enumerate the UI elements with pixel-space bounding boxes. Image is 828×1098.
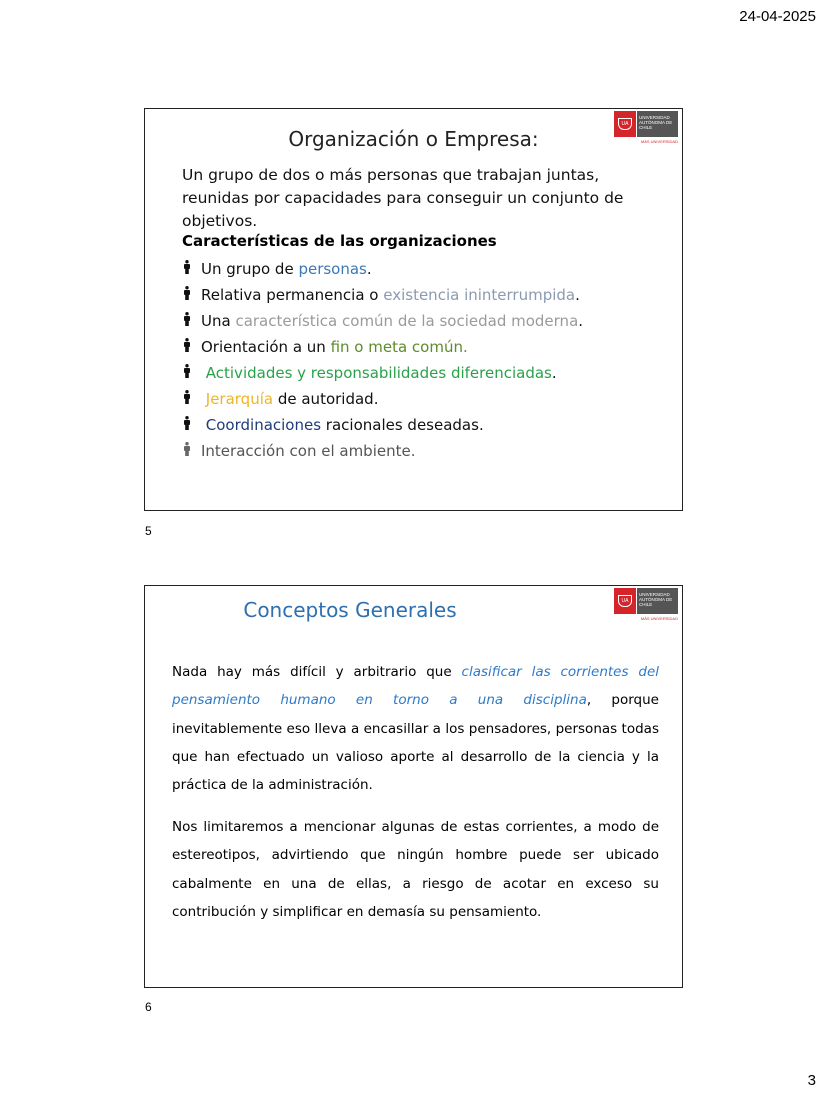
item-text: de autoridad. — [273, 390, 379, 408]
item-text: característica común de la sociedad moderna — [235, 312, 579, 330]
item-text: Un grupo de — [201, 260, 299, 278]
item-text: racionales deseadas. — [321, 416, 484, 434]
university-logo: UA UNIVERSIDAD AUTÓNOMA DE CHILE MÁS UNIVERSIDAD — [614, 111, 680, 145]
item-text: Relativa permanencia o — [201, 286, 384, 304]
list-item — [183, 282, 583, 308]
text: Nada hay más difícil y arbitrario que — [172, 664, 462, 680]
item-text: fin o meta común. — [330, 338, 468, 356]
person-icon — [183, 386, 201, 412]
list-item — [183, 308, 583, 334]
university-logo: UA UNIVERSIDAD AUTÓNOMA DE CHILE MÁS UNIVERSIDAD — [614, 588, 680, 622]
item-text: . — [578, 312, 584, 330]
item-text: Actividades y responsabilidades diferenciadas — [201, 364, 552, 382]
list-item — [183, 360, 583, 386]
item-text: Coordinaciones — [201, 416, 322, 434]
item-text: . — [366, 260, 372, 278]
item-text: Orientación a un — [201, 338, 331, 356]
slide-title: Conceptos Generales — [243, 598, 457, 622]
subheading: Características de las organizaciones — [182, 232, 497, 250]
item-text: . — [551, 364, 557, 382]
characteristics-list — [183, 256, 583, 464]
text: , porque inevitablemente eso lleva a encasillar a los pensadores, personas todas que han efectuado un valioso aporte al desarrollo de la ciencia y la práctica de la administración. — [172, 692, 659, 794]
person-icon — [183, 256, 201, 282]
list-item — [183, 386, 583, 412]
paragraph-2: Nos limitaremos a mencionar algunas de estas corrientes, a modo de estereotipos, advirtiendo que ningún hombre puede ser ubicado cabalmente en una de ellas, a riesgo de acotar en exceso su contribución y simplificar en demasía su pensamiento. — [172, 819, 659, 920]
list-item — [183, 334, 583, 360]
person-icon — [183, 308, 201, 334]
list-item — [183, 438, 583, 464]
slide-5 — [144, 108, 683, 511]
list-item — [183, 412, 583, 438]
item-text: Interacción con el ambiente. — [201, 442, 416, 460]
person-icon — [183, 334, 201, 360]
slide-6 — [144, 585, 683, 988]
page-number: 3 — [807, 1072, 816, 1089]
definition: Un grupo de dos o más personas que trabajan juntas, reunidas por capacidades para conseguir un conjunto de objetivos. — [182, 166, 624, 230]
item-text: Una — [201, 312, 236, 330]
slide-number: 6 — [145, 1000, 152, 1014]
item-text: existencia ininterrumpida — [383, 286, 576, 304]
print-date: 24-04-2025 — [739, 8, 816, 25]
slide-number: 5 — [145, 524, 152, 538]
paragraph-1 — [172, 658, 659, 799]
slide-title: Organización o Empresa: — [288, 127, 539, 151]
person-icon — [183, 360, 201, 386]
person-icon — [183, 282, 201, 308]
item-text: . — [575, 286, 580, 304]
highlighted-text: clasificar las corrientes del pensamiento humano en torno a una disciplina — [172, 664, 660, 709]
person-icon — [183, 438, 201, 464]
list-item — [183, 256, 583, 282]
item-text: Jerarquía — [201, 390, 274, 408]
person-icon — [183, 412, 201, 438]
item-text: personas — [298, 260, 367, 278]
